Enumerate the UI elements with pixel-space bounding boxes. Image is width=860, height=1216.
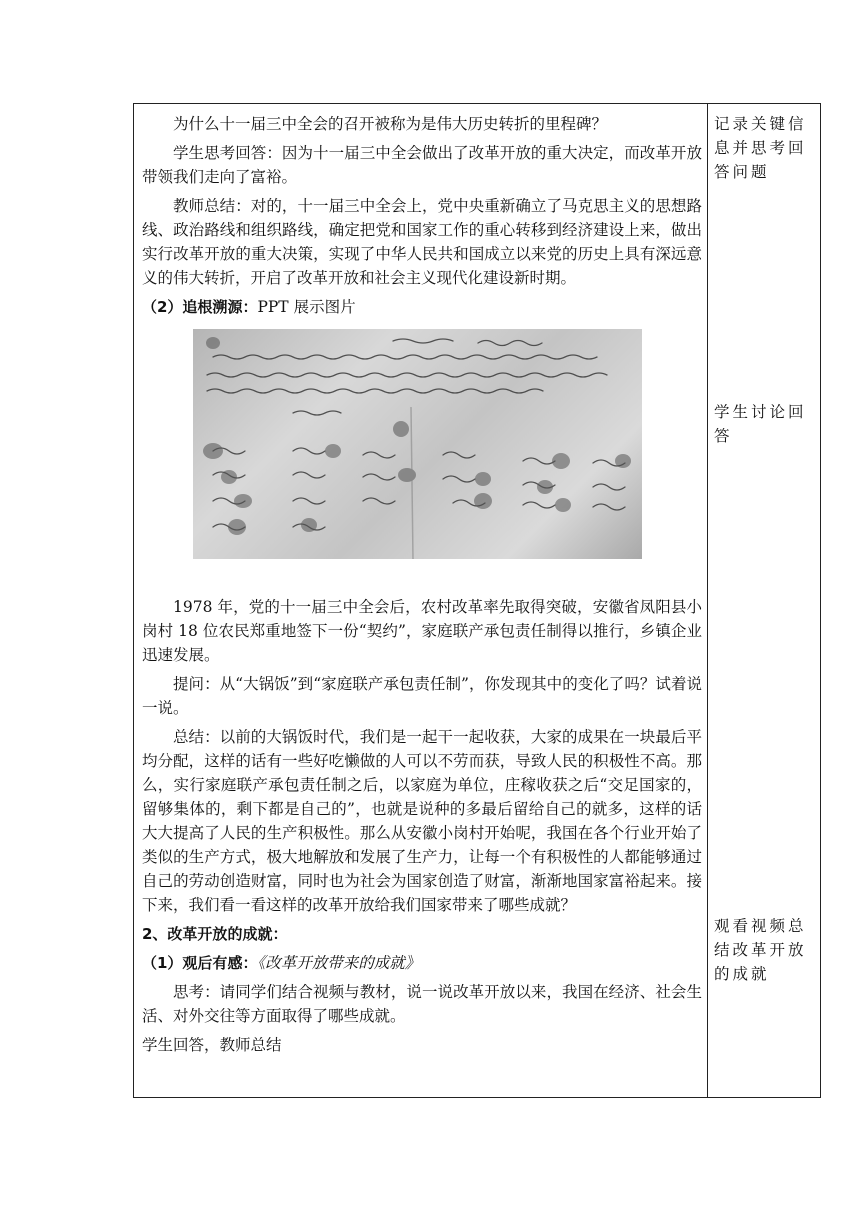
summary-paragraph: 总结：以前的大锅饭时代，我们是一起干一起收获，大家的成果在一块最后平均分配，这样的话有一些好吃懒做的人可以不劳而获，导致人民的积极性不高。那么，实行家庭联产承包责任制之后，以家庭为单位，庄稼收获之后“交足国家的，留够集体的，剩下都是自己的”，也就是说种的多最后留给自己的就多，这样的话大大提高了人民的生产积极性。那么从安徽小岗村开始呢，我国在各个行业开始了类似的生产方式，极大地解放和发展了生产力，让每一个有积极性的人都能够通过自己的劳动创造财富，同时也为社会为国家创造了财富，渐渐地国家富裕起来。接下来，我们看一看这样的改革开放给我们国家带来了哪些成就？ xyxy=(142,728,702,914)
heading-bold-label: （2）追根溯源： xyxy=(142,298,258,316)
section-heading-achievements: 2、改革开放的成就： xyxy=(142,925,288,943)
teaching-content-column xyxy=(142,112,702,1057)
question-paragraph: 为什么十一届三中全会的召开被称为是伟大历史转折的里程碑？ xyxy=(173,115,608,133)
ask-paragraph: 提问：从“大锅饭”到“家庭联产承包责任制”，你发现其中的变化了吗？试着说一说。 xyxy=(142,675,702,717)
video-heading xyxy=(142,951,702,975)
lesson-table xyxy=(133,103,821,1098)
activity-note-1: 记录关键信息并思考回答问题 xyxy=(714,115,807,181)
contract-photo xyxy=(193,329,642,559)
section-heading-trace xyxy=(142,295,702,319)
activity-note-3: 观看视频总结改革开放的成就 xyxy=(714,917,807,983)
teacher-summary-paragraph: 教师总结：对的，十一届三中全会上，党中央重新确立了马克思主义的思想路线、政治路线和组织路线，确定把党和国家工作的重心转移到经济建设上来，做出实行改革开放的重大决策，实现了中华人民共和国成立以来党的历史上具有深远意义的伟大转折，开启了改革开放和社会主义现代化建设新时期。 xyxy=(142,197,702,287)
video-heading-bold: （1）观后有感： xyxy=(142,954,258,972)
video-title: 《改革开放带来的成就》 xyxy=(257,954,421,972)
student-answer-paragraph: 学生思考回答：因为十一届三中全会做出了改革开放的重大决定，而改革开放带领我们走向了富裕。 xyxy=(142,144,702,186)
xiaogang-paragraph: 1978 年，党的十一届三中全会后，农村改革率先取得突破，安徽省凤阳县小岗村 18 位农民郑重地签下一份“契约”，家庭联产承包责任制得以推行，乡镇企业迅速发展。 xyxy=(142,598,702,664)
heading-rest-label: PPT 展示图片 xyxy=(257,298,356,316)
think-paragraph: 思考：请同学们结合视频与教材，说一说改革开放以来，我国在经济、社会生活、对外交往等方面取得了哪些成就。 xyxy=(142,983,702,1025)
final-paragraph: 学生回答，教师总结 xyxy=(142,1036,282,1054)
activity-note-2: 学生讨论回答 xyxy=(714,403,807,445)
column-divider xyxy=(707,104,708,1097)
